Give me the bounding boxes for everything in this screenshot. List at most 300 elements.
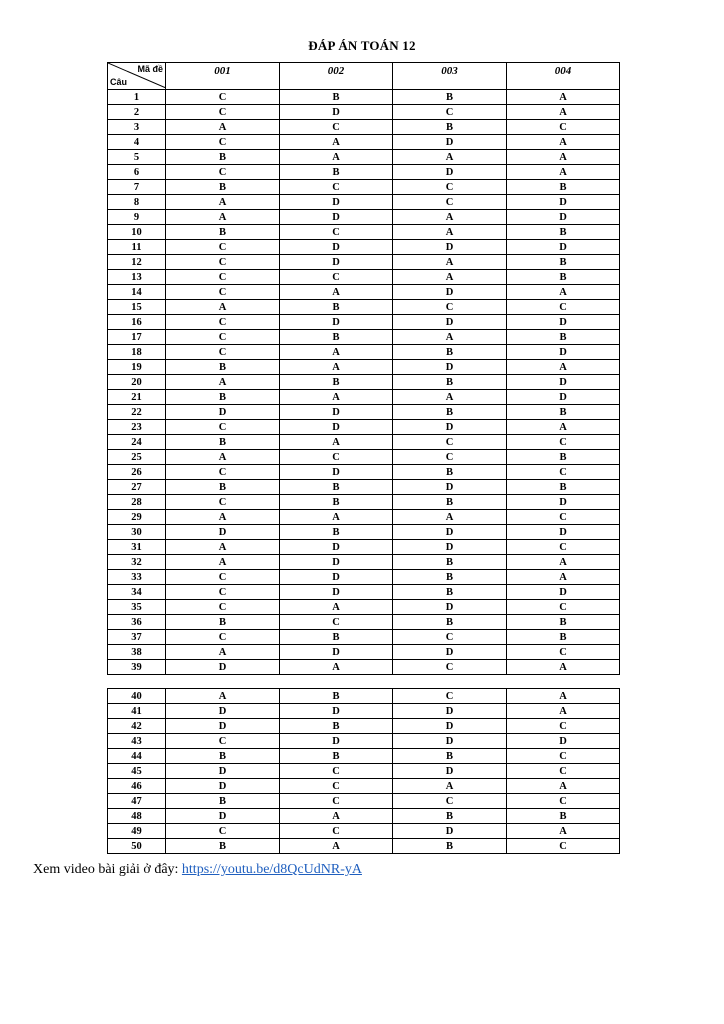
answer-cell: A	[507, 285, 620, 300]
answer-cell: B	[280, 375, 393, 390]
question-number: 19	[108, 360, 166, 375]
footer-text: Xem video bài giải ở đây:	[33, 862, 182, 877]
question-number: 40	[108, 689, 166, 704]
answer-cell: D	[507, 734, 620, 749]
table-row	[108, 779, 620, 794]
answer-cell: B	[166, 390, 280, 405]
answer-cell: B	[507, 270, 620, 285]
answer-cell: B	[166, 225, 280, 240]
answer-cell: C	[280, 450, 393, 465]
question-number: 3	[108, 120, 166, 135]
question-number: 14	[108, 285, 166, 300]
answer-cell: C	[166, 600, 280, 615]
answer-cell: B	[166, 839, 280, 854]
answer-cell: A	[507, 689, 620, 704]
answer-cell: D	[280, 704, 393, 719]
table-row	[108, 165, 620, 180]
question-number: 8	[108, 195, 166, 210]
question-number: 2	[108, 105, 166, 120]
answer-cell: D	[393, 480, 507, 495]
answer-cell: A	[507, 779, 620, 794]
question-number: 23	[108, 420, 166, 435]
answer-cell: B	[280, 495, 393, 510]
answer-cell: D	[393, 360, 507, 375]
answer-cell: B	[507, 330, 620, 345]
answer-cell: B	[507, 180, 620, 195]
answer-cell: C	[280, 779, 393, 794]
exam-code-004: 004	[507, 63, 620, 90]
answer-cell: D	[280, 210, 393, 225]
answer-cell: C	[166, 270, 280, 285]
answer-cell: C	[393, 300, 507, 315]
answer-cell: C	[507, 719, 620, 734]
table-row	[108, 480, 620, 495]
corner-label-exam-code: Mã đề	[137, 64, 163, 74]
answer-cell: B	[280, 719, 393, 734]
answer-cell: C	[166, 90, 280, 105]
question-number: 30	[108, 525, 166, 540]
question-number: 9	[108, 210, 166, 225]
table-row	[108, 660, 620, 675]
answer-cell: B	[166, 435, 280, 450]
answer-cell: A	[393, 270, 507, 285]
answer-cell: B	[507, 405, 620, 420]
question-number: 33	[108, 570, 166, 585]
answer-cell: B	[280, 630, 393, 645]
table-row	[108, 330, 620, 345]
answer-cell: B	[393, 495, 507, 510]
answer-cell: C	[507, 540, 620, 555]
table-row	[108, 300, 620, 315]
question-number: 42	[108, 719, 166, 734]
question-number: 50	[108, 839, 166, 854]
table-row	[108, 120, 620, 135]
question-number: 13	[108, 270, 166, 285]
answer-cell: C	[507, 839, 620, 854]
answer-cell: A	[280, 839, 393, 854]
table-row	[108, 630, 620, 645]
question-number: 7	[108, 180, 166, 195]
answer-cell: B	[280, 165, 393, 180]
table-row	[108, 255, 620, 270]
answer-cell: A	[507, 360, 620, 375]
answer-cell: C	[393, 660, 507, 675]
answer-cell: D	[393, 315, 507, 330]
table-row	[108, 540, 620, 555]
answer-cell: C	[166, 105, 280, 120]
answer-cell: A	[507, 90, 620, 105]
answer-cell: D	[393, 645, 507, 660]
answer-cell: A	[393, 330, 507, 345]
answer-cell: A	[166, 540, 280, 555]
answer-cell: B	[280, 90, 393, 105]
question-number: 25	[108, 450, 166, 465]
answer-cell: B	[507, 255, 620, 270]
table-row	[108, 839, 620, 854]
answer-cell: D	[280, 315, 393, 330]
answer-cell: C	[393, 450, 507, 465]
table-header-row	[108, 63, 620, 90]
question-number: 36	[108, 615, 166, 630]
answer-cell: D	[393, 764, 507, 779]
answer-cell: C	[507, 749, 620, 764]
answer-cell: B	[166, 749, 280, 764]
answer-cell: A	[166, 450, 280, 465]
answer-cell: A	[166, 555, 280, 570]
answer-cell: A	[393, 210, 507, 225]
answer-cell: C	[280, 764, 393, 779]
table-row	[108, 180, 620, 195]
answer-cell: B	[393, 375, 507, 390]
answer-cell: B	[280, 749, 393, 764]
answer-cell: B	[166, 794, 280, 809]
answer-cell: B	[280, 480, 393, 495]
question-number: 10	[108, 225, 166, 240]
answer-cell: C	[507, 510, 620, 525]
answer-cell: D	[166, 405, 280, 420]
answer-cell: B	[166, 360, 280, 375]
answer-cell: B	[393, 839, 507, 854]
exam-code-003: 003	[393, 63, 507, 90]
question-number: 27	[108, 480, 166, 495]
answer-cell: D	[280, 195, 393, 210]
question-number: 20	[108, 375, 166, 390]
answer-cell: B	[393, 90, 507, 105]
answer-cell: C	[166, 570, 280, 585]
answer-cell: A	[507, 570, 620, 585]
answer-cell: D	[166, 660, 280, 675]
question-number: 29	[108, 510, 166, 525]
table-row	[108, 270, 620, 285]
answer-table-2	[107, 688, 620, 854]
answer-cell: D	[507, 585, 620, 600]
answer-cell: A	[280, 510, 393, 525]
answer-cell: D	[507, 315, 620, 330]
answer-cell: A	[280, 360, 393, 375]
answer-cell: A	[280, 809, 393, 824]
question-number: 32	[108, 555, 166, 570]
question-number: 4	[108, 135, 166, 150]
answer-cell: D	[393, 240, 507, 255]
table-row	[108, 420, 620, 435]
answer-cell: D	[393, 704, 507, 719]
answer-cell: D	[280, 540, 393, 555]
table-row	[108, 689, 620, 704]
answer-cell: A	[507, 105, 620, 120]
table-row	[108, 749, 620, 764]
answer-cell: C	[393, 435, 507, 450]
question-number: 11	[108, 240, 166, 255]
table-row	[108, 90, 620, 105]
answer-cell: D	[507, 240, 620, 255]
answer-cell: B	[507, 480, 620, 495]
answer-cell: C	[507, 120, 620, 135]
question-number: 15	[108, 300, 166, 315]
answer-cell: D	[393, 540, 507, 555]
answer-cell: A	[166, 689, 280, 704]
answer-cell: D	[280, 465, 393, 480]
answer-cell: A	[166, 645, 280, 660]
answer-cell: C	[393, 180, 507, 195]
answer-cell: B	[166, 150, 280, 165]
answer-cell: C	[280, 225, 393, 240]
question-number: 28	[108, 495, 166, 510]
answer-cell: D	[280, 555, 393, 570]
answer-cell: D	[507, 195, 620, 210]
table-row	[108, 809, 620, 824]
question-number: 5	[108, 150, 166, 165]
question-number: 17	[108, 330, 166, 345]
answer-cell: B	[393, 749, 507, 764]
question-number: 31	[108, 540, 166, 555]
table-row	[108, 615, 620, 630]
answer-cell: C	[507, 764, 620, 779]
answer-cell: D	[393, 719, 507, 734]
answer-cell: B	[393, 555, 507, 570]
table-row	[108, 495, 620, 510]
answer-cell: B	[393, 809, 507, 824]
answer-cell: A	[393, 390, 507, 405]
answer-cell: A	[507, 135, 620, 150]
answer-cell: D	[393, 824, 507, 839]
question-number: 49	[108, 824, 166, 839]
answer-cell: B	[507, 809, 620, 824]
table-row	[108, 585, 620, 600]
answer-cell: A	[507, 660, 620, 675]
answer-cell: C	[166, 734, 280, 749]
answer-cell: C	[166, 345, 280, 360]
answer-cell: D	[507, 345, 620, 360]
question-number: 21	[108, 390, 166, 405]
answer-cell: D	[280, 645, 393, 660]
answer-cell: B	[507, 630, 620, 645]
answer-cell: C	[507, 794, 620, 809]
answer-cell: C	[166, 630, 280, 645]
answer-cell: D	[280, 420, 393, 435]
answer-cell: B	[393, 615, 507, 630]
answer-cell: D	[393, 420, 507, 435]
answer-cell: A	[507, 704, 620, 719]
question-number: 39	[108, 660, 166, 675]
answer-cell: C	[393, 630, 507, 645]
video-link[interactable]: https://youtu.be/d8QcUdNR-yA	[181, 862, 362, 877]
answer-cell: D	[507, 525, 620, 540]
question-number: 45	[108, 764, 166, 779]
table-row	[108, 225, 620, 240]
answer-cell: B	[393, 345, 507, 360]
answer-cell: C	[166, 585, 280, 600]
answer-cell: B	[280, 525, 393, 540]
question-number: 6	[108, 165, 166, 180]
answer-cell: C	[507, 645, 620, 660]
answer-cell: B	[280, 689, 393, 704]
answer-cell: C	[166, 255, 280, 270]
table-row	[108, 285, 620, 300]
answer-cell: A	[393, 225, 507, 240]
answer-cell: A	[280, 345, 393, 360]
answer-cell: D	[507, 375, 620, 390]
table-row	[108, 645, 620, 660]
answer-cell: C	[166, 495, 280, 510]
answer-cell: A	[507, 150, 620, 165]
answer-cell: D	[166, 779, 280, 794]
answer-cell: C	[280, 120, 393, 135]
corner-cell	[108, 63, 166, 90]
answer-cell: A	[280, 285, 393, 300]
answer-cell: D	[166, 704, 280, 719]
table-row	[108, 824, 620, 839]
answer-cell: C	[507, 600, 620, 615]
answer-cell: C	[280, 270, 393, 285]
answer-cell: D	[280, 734, 393, 749]
answer-cell: C	[507, 435, 620, 450]
answer-cell: D	[507, 390, 620, 405]
table-row	[108, 510, 620, 525]
answer-cell: B	[393, 120, 507, 135]
table-row	[108, 135, 620, 150]
question-number: 48	[108, 809, 166, 824]
answer-cell: A	[393, 255, 507, 270]
answer-cell: B	[280, 330, 393, 345]
answer-cell: D	[280, 570, 393, 585]
answer-cell: C	[507, 465, 620, 480]
answer-cell: B	[166, 480, 280, 495]
question-number: 16	[108, 315, 166, 330]
answer-cell: C	[280, 615, 393, 630]
answer-cell: C	[393, 689, 507, 704]
answer-cell: A	[507, 420, 620, 435]
question-number: 44	[108, 749, 166, 764]
answer-cell: A	[507, 824, 620, 839]
answer-cell: C	[280, 824, 393, 839]
question-number: 1	[108, 90, 166, 105]
answer-cell: D	[393, 135, 507, 150]
question-number: 22	[108, 405, 166, 420]
answer-cell: D	[393, 165, 507, 180]
table-row	[108, 240, 620, 255]
answer-cell: C	[166, 330, 280, 345]
question-number: 26	[108, 465, 166, 480]
answer-cell: D	[393, 600, 507, 615]
table-row	[108, 150, 620, 165]
table-row	[108, 390, 620, 405]
answer-cell: A	[280, 135, 393, 150]
answer-cell: C	[166, 824, 280, 839]
answer-cell: C	[280, 794, 393, 809]
answer-cell: A	[280, 150, 393, 165]
answer-cell: C	[393, 794, 507, 809]
table-row	[108, 195, 620, 210]
answer-cell: B	[393, 585, 507, 600]
question-number: 34	[108, 585, 166, 600]
answer-cell: B	[507, 615, 620, 630]
question-number: 38	[108, 645, 166, 660]
corner-label-question: Câu	[110, 77, 128, 87]
table-row	[108, 345, 620, 360]
answer-cell: A	[166, 510, 280, 525]
answer-cell: D	[507, 210, 620, 225]
table-row	[108, 360, 620, 375]
table-row	[108, 794, 620, 809]
question-number: 12	[108, 255, 166, 270]
answer-table-1	[107, 62, 620, 675]
answer-cell: A	[280, 660, 393, 675]
answer-cell: C	[393, 105, 507, 120]
exam-code-001: 001	[166, 63, 280, 90]
answer-cell: B	[166, 615, 280, 630]
answer-cell: A	[280, 600, 393, 615]
answer-cell: B	[393, 405, 507, 420]
table-row	[108, 405, 620, 420]
answer-cell: A	[393, 150, 507, 165]
answer-cell: D	[280, 240, 393, 255]
table-row	[108, 525, 620, 540]
question-number: 47	[108, 794, 166, 809]
question-number: 24	[108, 435, 166, 450]
table-row	[108, 600, 620, 615]
answer-cell: C	[507, 300, 620, 315]
table-row	[108, 734, 620, 749]
answer-cell: A	[166, 210, 280, 225]
table-row	[108, 555, 620, 570]
table-row	[108, 570, 620, 585]
table-row	[108, 435, 620, 450]
answer-cell: C	[166, 420, 280, 435]
page-title: ĐÁP ÁN TOÁN 12	[308, 38, 416, 53]
answer-cell: A	[393, 779, 507, 794]
answer-cell: D	[280, 255, 393, 270]
table-row	[108, 315, 620, 330]
answer-cell: A	[280, 435, 393, 450]
question-number: 18	[108, 345, 166, 360]
answer-cell: D	[393, 525, 507, 540]
answer-cell: D	[393, 734, 507, 749]
answer-cell: A	[166, 300, 280, 315]
answer-cell: C	[393, 195, 507, 210]
table-row	[108, 375, 620, 390]
answer-cell: C	[166, 285, 280, 300]
answer-cell: A	[166, 375, 280, 390]
question-number: 43	[108, 734, 166, 749]
question-number: 46	[108, 779, 166, 794]
answer-cell: D	[166, 809, 280, 824]
answer-cell: B	[393, 570, 507, 585]
answer-cell: A	[507, 555, 620, 570]
table-row	[108, 465, 620, 480]
answer-cell: A	[166, 195, 280, 210]
question-number: 41	[108, 704, 166, 719]
answer-cell: D	[393, 285, 507, 300]
answer-cell: D	[166, 719, 280, 734]
question-number: 37	[108, 630, 166, 645]
answer-cell: B	[507, 225, 620, 240]
answer-cell: C	[166, 315, 280, 330]
answer-cell: D	[280, 105, 393, 120]
answer-cell: A	[507, 165, 620, 180]
answer-cell: B	[507, 450, 620, 465]
table-row	[108, 719, 620, 734]
table-row	[108, 450, 620, 465]
answer-cell: C	[166, 465, 280, 480]
table-row	[108, 704, 620, 719]
answer-cell: B	[280, 300, 393, 315]
answer-cell: C	[166, 135, 280, 150]
answer-cell: A	[393, 510, 507, 525]
table-row	[108, 764, 620, 779]
answer-cell: D	[280, 405, 393, 420]
answer-cell: D	[280, 585, 393, 600]
exam-code-002: 002	[280, 63, 393, 90]
